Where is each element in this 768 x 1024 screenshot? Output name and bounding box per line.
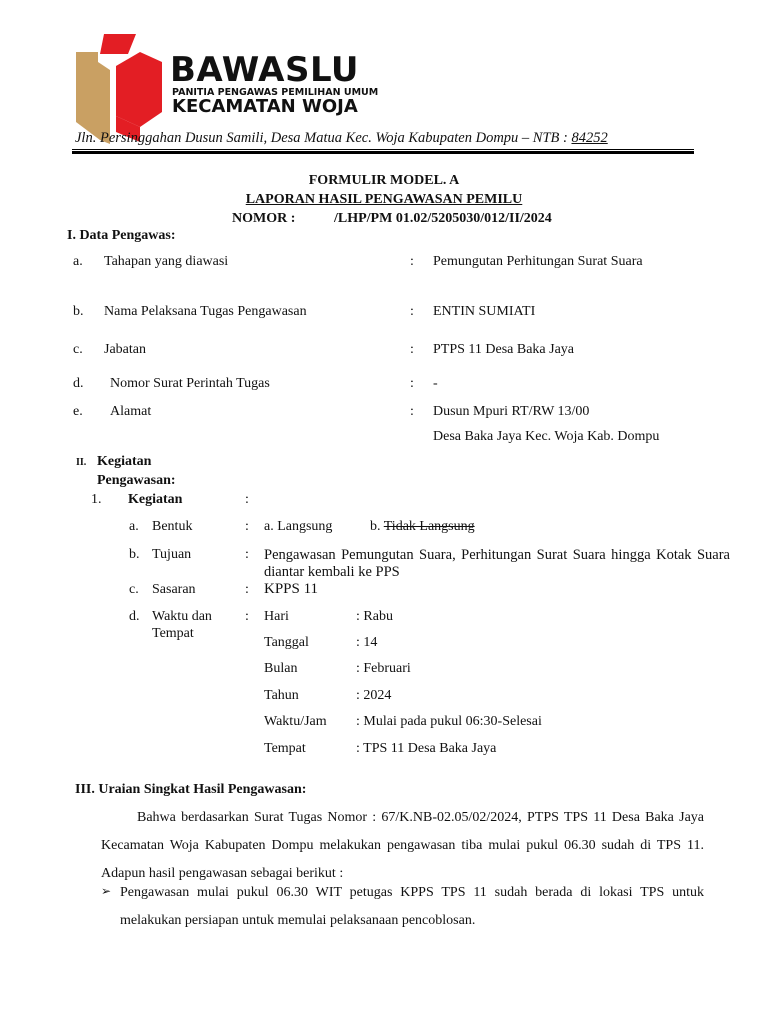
sasaran-colon: : bbox=[245, 582, 249, 597]
row-colon: : bbox=[410, 404, 414, 419]
section-2-heading-cont: Pengawasan: bbox=[97, 473, 176, 488]
address-line bbox=[75, 130, 608, 147]
schedule-label: Waktu/Jam bbox=[264, 714, 327, 729]
waktu-letter: d. bbox=[129, 609, 140, 624]
row-colon: : bbox=[410, 376, 414, 391]
bullet-arrow-icon: ➢ bbox=[101, 884, 112, 898]
nomor-label: NOMOR : bbox=[232, 211, 296, 226]
section-1-heading: I. Data Pengawas: bbox=[67, 228, 176, 243]
schedule-label: Bulan bbox=[264, 661, 298, 676]
schedule-value: : TPS 11 Desa Baka Jaya bbox=[356, 741, 497, 756]
row-value: - bbox=[433, 376, 438, 391]
item-number: 1. bbox=[91, 492, 102, 507]
schedule-value: : Rabu bbox=[356, 609, 393, 624]
tujuan-value: Pengawasan Pemungutan Suara, Perhitungan Surat Suara hingga Kotak Suara diantar kembali ke PPS bbox=[264, 547, 730, 580]
section-2-heading: Kegiatan bbox=[97, 454, 152, 469]
row-letter: c. bbox=[73, 342, 83, 357]
org-subtitle: PANITIA PENGAWAS PEMILIHAN UMUM bbox=[172, 87, 379, 98]
row-label: Nama Pelaksana Tugas Pengawasan bbox=[104, 304, 307, 319]
section-3-heading: III. Uraian Singkat Hasil Pengawasan: bbox=[75, 782, 307, 797]
postal-code: 84252 bbox=[571, 130, 608, 146]
row-value: ENTIN SUMIATI bbox=[433, 304, 536, 319]
schedule-label: Tempat bbox=[264, 741, 306, 756]
bentuk-label: Bentuk bbox=[152, 519, 193, 534]
address-text: Jln. Persinggahan Dusun Samili, Desa Matua Kec. Woja Kabupaten Dompu – NTB : bbox=[75, 130, 572, 146]
row-colon: : bbox=[410, 342, 414, 357]
row-label: Alamat bbox=[110, 404, 152, 419]
item-colon: : bbox=[245, 492, 249, 507]
sasaran-label: Sasaran bbox=[152, 582, 196, 597]
row-label: Nomor Surat Perintah Tugas bbox=[110, 376, 270, 391]
schedule-label: Hari bbox=[264, 609, 289, 624]
bentuk-option-a: a. Langsung bbox=[264, 519, 333, 534]
row-label: Jabatan bbox=[104, 342, 146, 357]
address-line-2: Desa Baka Jaya Kec. Woja Kab. Dompu bbox=[433, 429, 660, 444]
bentuk-letter: a. bbox=[129, 519, 139, 534]
section-2-numeral: II. bbox=[76, 457, 87, 468]
row-label: Tahapan yang diawasi bbox=[104, 254, 229, 269]
form-title: FORMULIR MODEL. A bbox=[308, 173, 460, 188]
header-divider-thick bbox=[72, 151, 694, 154]
bullet-item: Pengawasan mulai pukul 06.30 WIT petugas KPPS TPS 11 sudah berada di lokasi TPS untuk melakukan persiapan untuk memulai pelaksanaan pencoblosan. bbox=[120, 885, 704, 928]
header-divider-thin bbox=[72, 149, 694, 150]
tujuan-colon: : bbox=[245, 547, 249, 562]
org-district: KECAMATAN WOJA bbox=[172, 96, 358, 117]
bentuk-option-b bbox=[370, 519, 475, 535]
schedule-value: : 2024 bbox=[356, 688, 392, 703]
row-value: Dusun Mpuri RT/RW 13/00 bbox=[433, 404, 590, 419]
schedule-label: Tahun bbox=[264, 688, 299, 703]
tujuan-label: Tujuan bbox=[152, 547, 192, 562]
row-value: PTPS 11 Desa Baka Jaya bbox=[433, 342, 575, 357]
row-letter: b. bbox=[73, 304, 84, 319]
schedule-value: : Mulai pada pukul 06:30-Selesai bbox=[356, 714, 542, 729]
schedule-label: Tanggal bbox=[264, 635, 309, 650]
summary-paragraph: Bahwa berdasarkan Surat Tugas Nomor : 67/K.NB-02.05/02/2024, PTPS TPS 11 Desa Baka Jaya Kecamatan Woja Kabupaten Dompu melakukan pengawasan tiba mulai pukul 06.30 sudah di TPS 11. Adapun hasil pengawasan sebagai berikut : bbox=[101, 810, 704, 881]
row-value: Pemungutan Perhitungan Surat Suara bbox=[433, 254, 643, 269]
item-label: Kegiatan bbox=[128, 492, 183, 507]
waktu-label: Waktu dan bbox=[152, 609, 212, 624]
option-b-prefix: b. bbox=[370, 519, 384, 534]
tujuan-letter: b. bbox=[129, 547, 140, 562]
schedule-value: : Februari bbox=[356, 661, 411, 676]
waktu-colon: : bbox=[245, 609, 249, 624]
option-b-text: Tidak Langsung bbox=[383, 519, 475, 534]
sasaran-letter: c. bbox=[129, 582, 139, 597]
waktu-label-cont: Tempat bbox=[152, 626, 194, 641]
row-colon: : bbox=[410, 304, 414, 319]
row-letter: d. bbox=[73, 376, 84, 391]
nomor-value: /LHP/PM 01.02/5205030/012/II/2024 bbox=[334, 211, 552, 226]
row-colon: : bbox=[410, 254, 414, 269]
bentuk-colon: : bbox=[245, 519, 249, 534]
row-letter: e. bbox=[73, 404, 83, 419]
sasaran-value: KPPS 11 bbox=[264, 581, 319, 597]
org-name: BAWASLU bbox=[170, 50, 360, 90]
bawaslu-logo-icon bbox=[70, 32, 170, 144]
report-title: LAPORAN HASIL PENGAWASAN PEMILU bbox=[245, 192, 523, 207]
row-letter: a. bbox=[73, 254, 83, 269]
schedule-value: : 14 bbox=[356, 635, 378, 650]
